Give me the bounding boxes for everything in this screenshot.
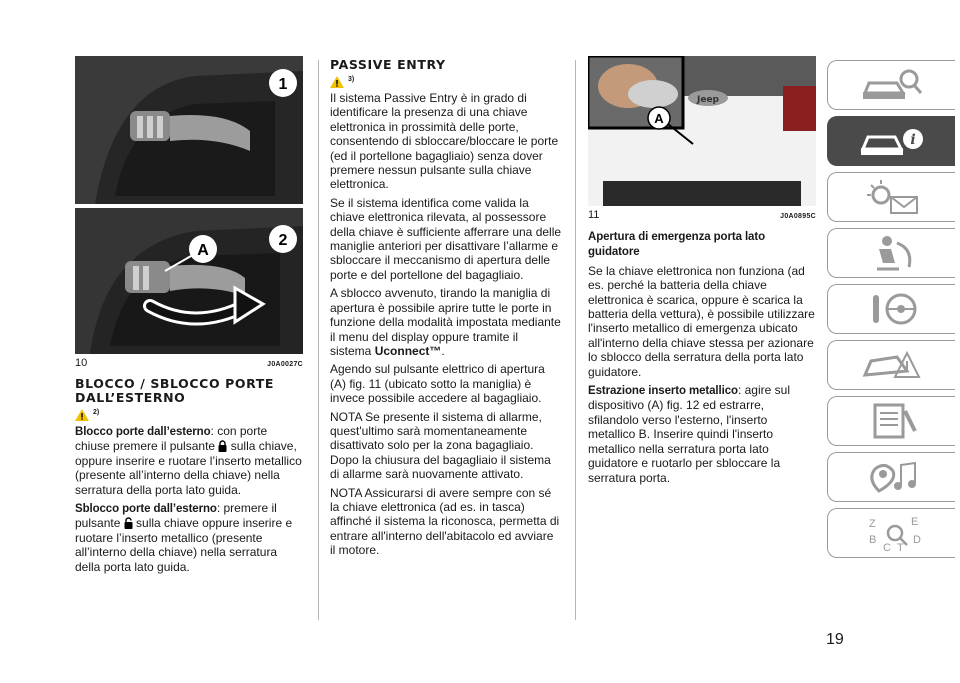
tab-wheel-wrench[interactable] [827, 284, 955, 334]
tab-car-search[interactable] [827, 60, 955, 110]
tab-index[interactable] [827, 508, 955, 558]
figure-code: J0A0027C [267, 361, 303, 368]
index-letters-icon [857, 513, 927, 553]
paragraph-metal-insert: Estrazione inserto metallico: agire sul dispositivo (A) fig. 12 ed estrarre, sfilandolo verso l'esterno, l'inserto metallico B. Inserire quindi l'inserto metallico nella serratura porta lato guidatore e ruotarlo per sbloccare la serratura porta. [588, 383, 790, 485]
paragraph-emergency-opening: Se la chiave elettronica non funziona (ad es. perché la batteria della chiave elettronica è scarica, oppure è scarica la batteria della vettura), è possibile utilizzare l'inserto metallico di emergenza ubicato all'interno della chiave stessa per azionare lo sblocco della serratura della porta lato guidatore. [588, 263, 815, 379]
tab-car-info[interactable] [827, 116, 955, 166]
figure-10-door-handle [75, 56, 303, 354]
car-info-icon [857, 121, 927, 161]
padlock-open-icon [124, 517, 133, 529]
warning-triangle-icon [330, 76, 344, 88]
door-handle-illustration [75, 56, 303, 354]
figure-number: 11 [588, 209, 600, 221]
svg-text:E: E [910, 516, 918, 528]
airbag-seat-icon [857, 233, 927, 273]
figure-number: 10 [75, 357, 88, 369]
warning-reference: 2) [75, 409, 303, 421]
paragraph-note-alarm: NOTA Se presente il sistema di allarme, quest'ultimo sarà momentaneamente disattivato solo per la zona bagagliaio. Dopo la chiusura del bagagliaio il sistema di allarme sarà nuovamente attivato. [330, 409, 551, 482]
car-search-icon [857, 65, 927, 105]
car-crash-icon [857, 345, 927, 385]
paragraph-note-key: NOTA Assicurarsi di avere sempre con sé la chiave elettronica (ad es. in tasca) affinché il sistema la riconosca, permetta di entrare all'interno dell'abitacolo ed avviare il motore. [330, 485, 560, 558]
tab-service-list[interactable] [827, 396, 955, 446]
chapter-tabs [827, 60, 955, 564]
service-list-icon [857, 401, 927, 441]
wheel-wrench-icon [857, 289, 927, 329]
paragraph-passive-entry-unlock: A sblocco avvenuto, tirando la maniglia di apertura è possibile aprire tutte le porte in funzione della modalità impostata mediante il menu del display oppure tramite il sistema Uconnect™. [330, 286, 561, 358]
middle-column [330, 56, 562, 562]
figure-10-caption [75, 357, 303, 369]
tab-map-music[interactable] [827, 452, 955, 502]
map-music-icon [857, 457, 927, 497]
svg-text:D: D [912, 534, 921, 546]
tab-airbag-seat[interactable] [827, 228, 955, 278]
paragraph-unlock: Sblocco porte dall’esterno: premere il pulsante sulla chiave oppure inserire e ruotare l’inserto metallico (presente all’interno della chiave) nella serratura della porta lato guida. [75, 501, 293, 574]
paragraph-passive-entry-intro: Il sistema Passive Entry è in grado di identificare la presenza di una chiave elettronica in prossimità delle porte, consentendo di sbloccare/bloccare le porte (ed il portellone bagagliaio) senza dover premere nessun pulsante sulla chiave elettronica. [330, 91, 559, 192]
subheading-emergency-opening: Apertura di emergenza porta lato guidatore [588, 231, 766, 259]
callout-1: 1 [278, 76, 288, 93]
callout-2: 2 [278, 232, 288, 249]
svg-text:Jeep: Jeep [697, 95, 719, 105]
figure-11-tailgate [588, 56, 816, 206]
svg-text:Z: Z [868, 518, 876, 530]
paragraph-lock: Blocco porte dall’esterno: con porte chiuse premere il pulsante sulla chiave, oppure inserire e ruotare l’inserto metallico (presente all’interno della chiave) nella serratura della porta lato guida. [75, 424, 302, 497]
left-column [75, 56, 303, 578]
right-column [588, 56, 816, 489]
svg-text:B: B [868, 534, 876, 546]
warning-triangle-icon [75, 409, 89, 421]
figure-11-caption [588, 209, 816, 221]
callout-a: A [654, 111, 664, 126]
svg-text:T: T [896, 542, 904, 553]
tab-dashboard-lights[interactable] [827, 172, 955, 222]
figure-code: J0A0895C [780, 213, 816, 220]
column-divider [318, 60, 319, 620]
page-number: 19 [826, 631, 844, 648]
svg-text:i: i [909, 132, 916, 148]
section-heading-passive-entry: PASSIVE ENTRY [330, 57, 446, 72]
dashboard-lights-icon [857, 177, 927, 217]
section-heading-lock-unlock: BLOCCO / SBLOCCO PORTE DALL’ESTERNO [75, 376, 275, 405]
column-divider [575, 60, 576, 620]
paragraph-tailgate-button: Agendo sul pulsante elettrico di apertura (A) fig. 11 (ubicato sotto la maniglia) è invece possibile accedere al bagagliaio. [330, 362, 545, 406]
tab-car-crash[interactable] [827, 340, 955, 390]
tailgate-illustration [588, 56, 816, 206]
paragraph-passive-entry-valid-key: Se il sistema identifica come valida la chiave elettronica rilevata, al possessore della chiave è sufficiente afferrare una delle maniglie anteriori per disattivare l’allarme e sbloccare il meccanismo di apertura delle porte e del portellone del bagagliaio. [330, 195, 562, 282]
svg-text:C: C [882, 542, 891, 553]
warning-reference: 3) [330, 76, 562, 88]
callout-a: A [197, 242, 209, 259]
